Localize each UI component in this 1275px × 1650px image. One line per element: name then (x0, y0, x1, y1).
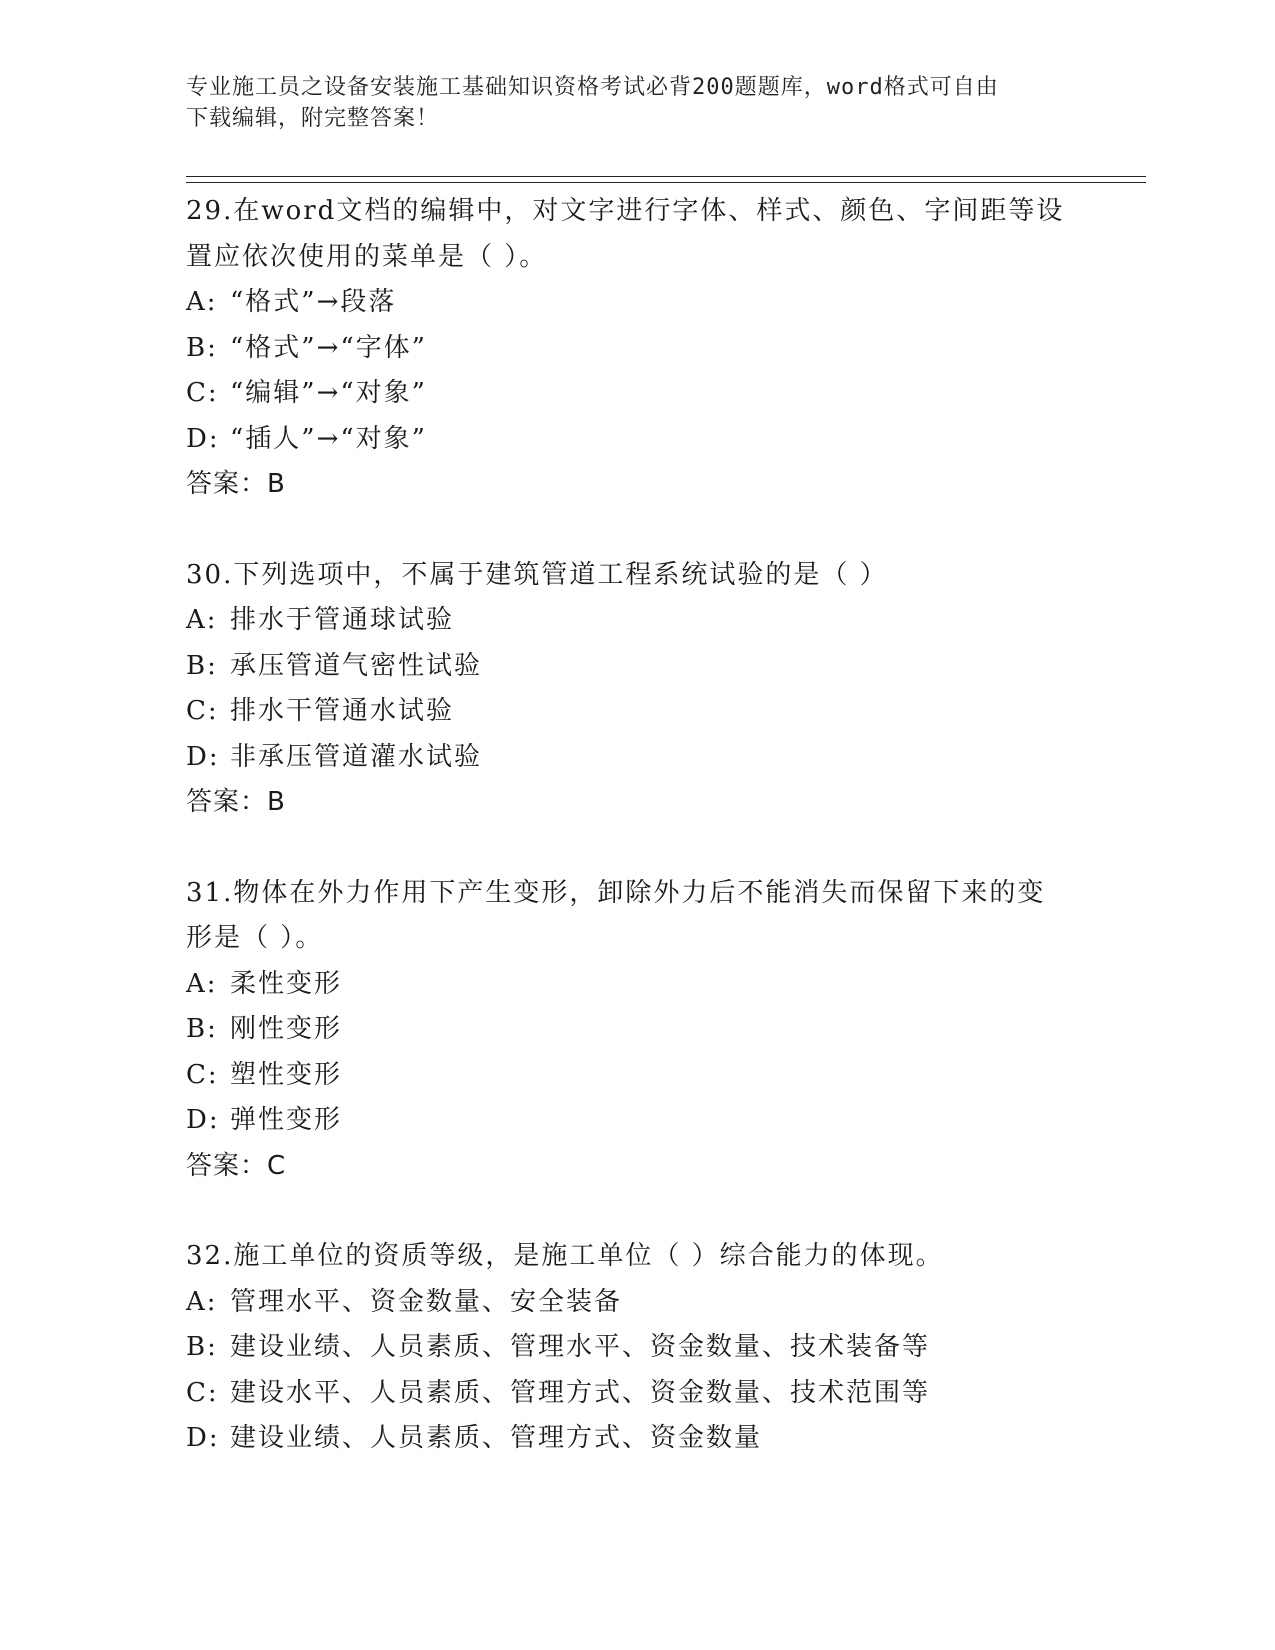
option-key: B: (186, 1332, 218, 1362)
option-key: B: (186, 650, 218, 681)
option-key: A: (186, 968, 218, 999)
option-key: D: (186, 1105, 220, 1135)
option-key: D: (186, 741, 220, 772)
option-a (186, 280, 1146, 326)
option-c (186, 371, 1146, 417)
option-d (186, 1416, 1146, 1462)
option-c (186, 1371, 1146, 1417)
option-text: 非承压管道灌水试验 (230, 741, 483, 772)
option-key: C: (186, 1377, 219, 1408)
header-line-2: 下载编辑，附完整答案！ (186, 106, 440, 131)
option-d (186, 735, 1146, 781)
option-key: B: (186, 332, 218, 363)
option-text: 排水于管通球试验 (230, 605, 455, 635)
question-stem: 32.施工单位的资质等级，是施工单位（ ）综合能力的体现。 (186, 1241, 944, 1271)
option-key: B: (186, 1014, 218, 1044)
option-key: C: (186, 1059, 219, 1090)
header-line-1: 专业施工员之设备安装施工基础知识资格考试必背200题题库，word格式可自由 (186, 75, 999, 100)
question-31 (186, 871, 1146, 1190)
option-key: A: (186, 287, 218, 317)
option-text: 建设业绩、人员素质、管理水平、资金数量、技术装备等 (230, 1332, 931, 1362)
option-a (186, 1280, 1146, 1326)
option-c (186, 1053, 1146, 1099)
answer-line: 答案：C (186, 1150, 287, 1181)
answer-line: 答案：B (186, 787, 286, 817)
option-text: “编辑”→“对象” (230, 378, 427, 408)
option-c (186, 689, 1146, 735)
question-32 (186, 1234, 1146, 1462)
option-text: 塑性变形 (230, 1059, 343, 1090)
option-b (186, 1007, 1146, 1053)
answer-line: 答案：B (186, 469, 286, 499)
option-key: A: (186, 605, 218, 635)
option-key: C: (186, 378, 219, 408)
option-text: “插人”→“对象” (230, 423, 427, 454)
option-a (186, 598, 1146, 644)
option-text: 弹性变形 (230, 1105, 343, 1135)
document-header (186, 72, 1086, 134)
option-text: 管理水平、资金数量、安全装备 (230, 1286, 623, 1317)
option-b (186, 644, 1146, 690)
option-b (186, 1325, 1146, 1371)
header-rule-bottom (186, 182, 1146, 183)
option-text: 柔性变形 (230, 968, 343, 999)
option-key: C: (186, 696, 219, 726)
option-key: D: (186, 423, 220, 454)
option-text: “格式”→段落 (230, 287, 397, 317)
option-key: D: (186, 1423, 220, 1453)
option-d (186, 417, 1146, 463)
option-a (186, 962, 1146, 1008)
question-30 (186, 553, 1146, 826)
option-text: 建设水平、人员素质、管理方式、资金数量、技术范围等 (230, 1377, 931, 1408)
option-key: A: (186, 1286, 218, 1317)
option-text: 承压管道气密性试验 (230, 650, 483, 681)
question-29 (186, 189, 1146, 508)
question-list (186, 189, 1146, 1462)
option-text: 建设业绩、人员素质、管理方式、资金数量 (230, 1423, 763, 1453)
option-d (186, 1098, 1146, 1144)
question-stem: 31.物体在外力作用下产生变形，卸除外力后不能消失而保留下来的变形是（ ）。 (186, 877, 1046, 953)
option-b (186, 326, 1146, 372)
option-text: 排水干管通水试验 (230, 696, 455, 726)
question-stem: 30.下列选项中，不属于建筑管道工程系统试验的是（ ） (186, 559, 888, 590)
question-stem: 29.在word文档的编辑中，对文字进行字体、样式、颜色、字间距等设置应依次使用的菜单是（ ）。 (186, 196, 1065, 272)
option-text: 刚性变形 (230, 1014, 343, 1044)
option-text: “格式”→“字体” (230, 332, 427, 363)
header-rule-top (186, 176, 1146, 177)
